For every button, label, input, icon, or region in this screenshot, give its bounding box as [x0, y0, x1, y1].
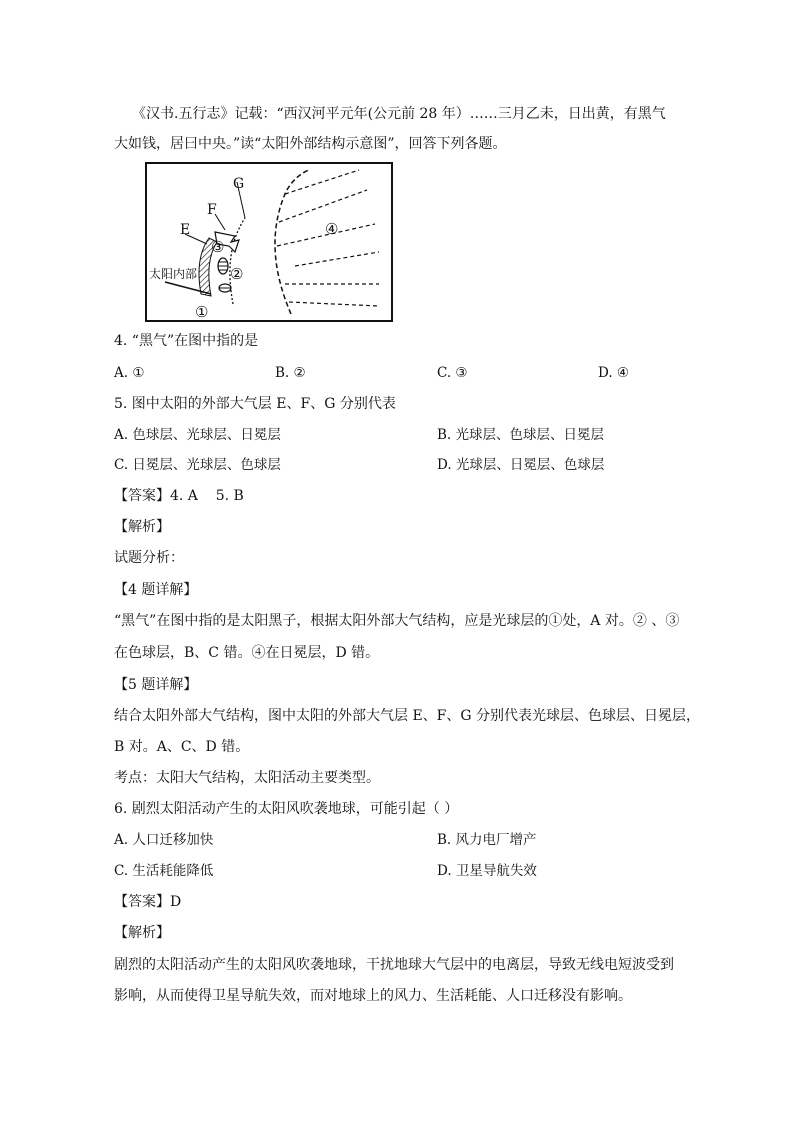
label-f: F	[207, 202, 217, 218]
label-region-3: ③	[211, 238, 225, 256]
q6-option-c[interactable]: C. 生活耗能降低	[114, 863, 214, 879]
label-e: E	[180, 222, 191, 238]
q5-detail-line-1: 结合太阳外部大气结构，图中太阳的外部大气层 E、F、G 分别代表光球层、色球层、日冕层，	[114, 708, 701, 724]
q4-detail-line-2: 在色球层，B、C 错。④在日冕层，D 错。	[114, 645, 380, 661]
q4-option-b[interactable]: B. ②	[275, 365, 306, 381]
q5-option-b[interactable]: B. 光球层、色球层、日冕层	[437, 427, 605, 443]
q5-stem: 5. 图中太阳的外部大气层 E、F、G 分别代表	[114, 396, 396, 412]
label-region-2: ②	[230, 265, 244, 283]
q5-option-c[interactable]: C. 日冕层、光球层、色球层	[114, 457, 281, 473]
q5-option-d[interactable]: D. 光球层、日冕层、色球层	[437, 457, 605, 473]
q6-option-d[interactable]: D. 卫星导航失效	[437, 863, 537, 879]
analysis-6-line-1: 剧烈的太阳活动产生的太阳风吹袭地球，干扰地球大气层中的电离层，导致无线电短波受到	[114, 957, 674, 973]
answer-6: 【答案】D	[114, 894, 182, 910]
q4-option-d[interactable]: D. ④	[598, 365, 630, 381]
analysis-intro: 试题分析：	[114, 550, 184, 566]
q4-detail-line-1: “黑气”在图中指的是太阳黑子，根据太阳外部大气结构，应是光球层的①处，A 对。② 、③	[114, 613, 680, 629]
q6-option-b[interactable]: B. 风力电厂增产	[437, 832, 537, 848]
kaodian: 考点：太阳大气结构，太阳活动主要类型。	[114, 770, 380, 786]
sun-structure-diagram	[145, 162, 393, 322]
diagram-frame	[146, 163, 392, 321]
q6-option-a[interactable]: A. 人口迁移加快	[114, 832, 214, 848]
intro-line-2: 大如钱，居曰中央。”读“太阳外部结构示意图”，回答下列各题。	[114, 136, 507, 152]
q4-stem: 4. “黑气”在图中指的是	[114, 333, 259, 349]
label-region-4: ④	[325, 220, 339, 238]
q5-detail-line-2: B 对。A、C、D 错。	[114, 739, 250, 755]
q4-option-a[interactable]: A. ①	[114, 365, 145, 381]
label-region-1: ①	[195, 303, 209, 321]
q5-detail-title: 【5 题详解】	[114, 677, 198, 693]
label-sun-interior: 太阳内部	[149, 267, 198, 281]
q6-stem: 6. 剧烈太阳活动产生的太阳风吹袭地球，可能引起（ ）	[114, 801, 459, 817]
analysis-heading: 【解析】	[114, 519, 170, 535]
q4-detail-title: 【4 题详解】	[114, 582, 198, 598]
q4-option-c[interactable]: C. ③	[437, 365, 468, 381]
q5-option-a[interactable]: A. 色球层、光球层、日冕层	[114, 427, 281, 443]
intro-line-1: 《汉书.五行志》记载：“西汉河平元年(公元前 28 年）……三月乙未，日出黄，有黑气	[132, 106, 666, 122]
answer-4-5: 【答案】4. A 5. B	[114, 488, 244, 504]
analysis-6-line-2: 影响，从而使得卫星导航失效，而对地球上的风力、生活耗能、人口迁移没有影响。	[114, 988, 632, 1004]
label-g: G	[233, 176, 245, 192]
analysis-6-heading: 【解析】	[114, 925, 170, 941]
